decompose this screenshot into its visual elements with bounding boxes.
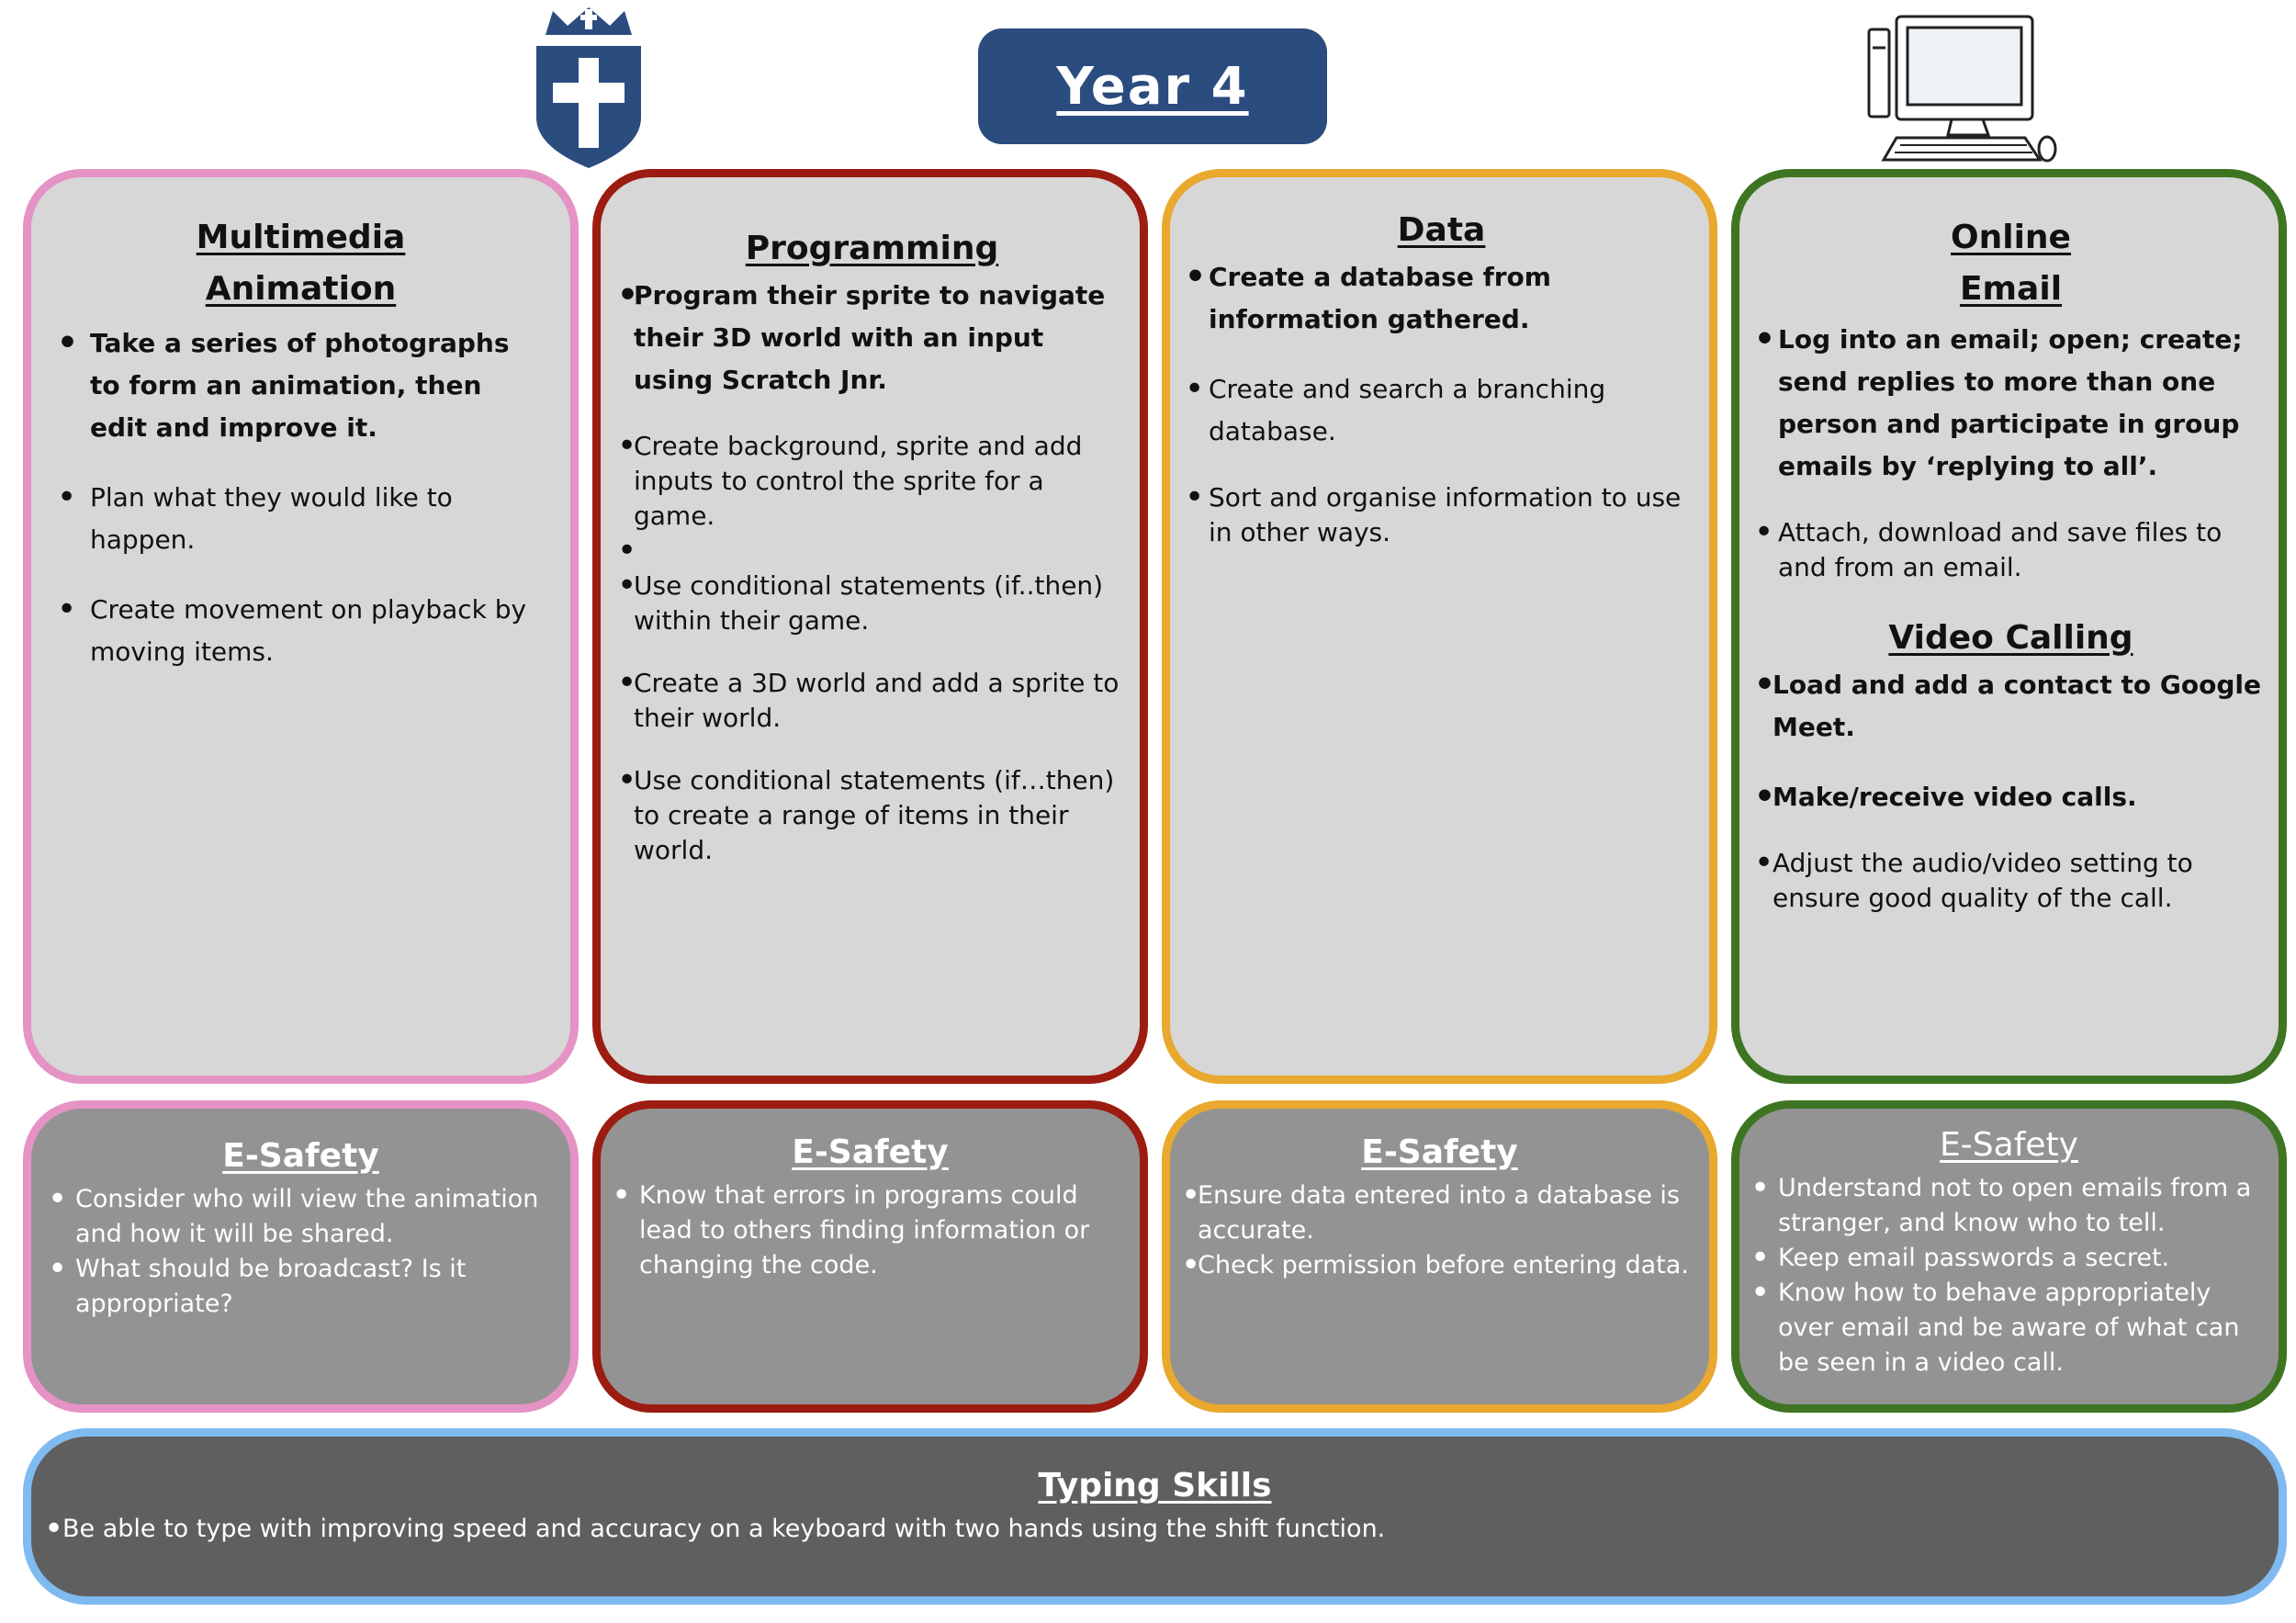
list-item: • Consider who will view the animation and how it will be shared. xyxy=(48,1182,554,1252)
esafety-panel-programming xyxy=(592,1100,1148,1413)
list-item: • Take a series of photographs to form an animation, then edit and improve it. xyxy=(57,322,545,449)
list-item: • Create a database from information gathered. xyxy=(1185,256,1698,341)
esafety-panel-multimedia xyxy=(23,1100,579,1413)
programming-list xyxy=(617,275,1127,868)
online-panel xyxy=(1731,169,2287,1084)
list-item xyxy=(617,534,1127,569)
esafety-list xyxy=(48,1182,554,1322)
typing-skills-list xyxy=(44,1512,2266,1547)
multimedia-panel xyxy=(23,169,579,1084)
list-item: • What should be broadcast? Is it appropriate? xyxy=(48,1252,554,1322)
list-item: • Check permission before entering data. xyxy=(1181,1248,1698,1283)
esafety-panel-data xyxy=(1162,1100,1717,1413)
typing-skills-panel xyxy=(23,1428,2287,1605)
video-calling-list xyxy=(1754,664,2268,916)
page-title: Year 4 xyxy=(1056,56,1249,117)
esafety-heading: E-Safety xyxy=(792,1133,949,1171)
esafety-heading: E-Safety xyxy=(1361,1133,1518,1171)
multimedia-heading: Multimedia xyxy=(196,219,406,256)
list-item: • Ensure data entered into a database is accurate. xyxy=(1181,1178,1698,1248)
typing-skills-heading: Typing Skills xyxy=(1038,1467,1272,1505)
list-item: • Be able to type with improving speed and accuracy on a keyboard with two hands using the shift function. xyxy=(44,1512,2266,1547)
esafety-list xyxy=(1750,1171,2268,1381)
esafety-heading: E-Safety xyxy=(1940,1126,2078,1164)
email-heading: Email xyxy=(1959,270,2063,308)
list-item: • Load and add a contact to Google Meet. xyxy=(1754,664,2268,749)
list-item: • Use conditional statements (if..then) within their game. xyxy=(617,569,1127,638)
data-list xyxy=(1185,256,1698,550)
multimedia-list xyxy=(57,322,545,673)
esafety-panel-online xyxy=(1731,1100,2287,1413)
computer-icon xyxy=(1860,11,2057,165)
list-item: • Attach, download and save files to and from an email. xyxy=(1754,515,2268,585)
email-list xyxy=(1754,319,2268,585)
list-item: • Log into an email; open; create; send replies to more than one person and participate in group emails by ‘replying to all’. xyxy=(1754,319,2268,488)
list-item: • Know how to behave appropriately over email and be aware of what can be seen in a video call. xyxy=(1750,1276,2268,1381)
esafety-list xyxy=(612,1178,1129,1283)
school-crest-icon xyxy=(533,7,645,168)
list-item: • Plan what they would like to happen. xyxy=(57,477,545,561)
list-item: • Make/receive video calls. xyxy=(1754,776,2268,818)
esafety-heading: E-Safety xyxy=(222,1137,379,1175)
list-item: • Keep email passwords a secret. xyxy=(1750,1241,2268,1276)
list-item: • Know that errors in programs could lead to others finding information or changing the code. xyxy=(612,1178,1129,1283)
list-item: • Use conditional statements (if…then) to create a range of items in their world. xyxy=(617,763,1127,868)
list-item: • Create movement on playback by moving items. xyxy=(57,589,545,673)
list-item: • Adjust the audio/video setting to ensure good quality of the call. xyxy=(1754,846,2268,916)
animation-heading: Animation xyxy=(205,270,397,308)
esafety-list xyxy=(1181,1178,1698,1283)
title-badge xyxy=(978,28,1327,144)
list-item: • Program their sprite to navigate their 3D world with an input using Scratch Jnr. xyxy=(617,275,1127,401)
data-heading: Data xyxy=(1397,211,1486,249)
list-item: • Understand not to open emails from a stranger, and know who to tell. xyxy=(1750,1171,2268,1241)
list-item: • Create background, sprite and add inputs to control the sprite for a game. xyxy=(617,429,1127,534)
online-heading: Online xyxy=(1951,219,2071,256)
list-item: • Create a 3D world and add a sprite to their world. xyxy=(617,666,1127,736)
programming-panel xyxy=(592,169,1148,1084)
programming-heading: Programming xyxy=(745,230,999,267)
data-panel xyxy=(1162,169,1717,1084)
video-calling-heading: Video Calling xyxy=(1888,619,2133,657)
list-item: • Sort and organise information to use in other ways. xyxy=(1185,480,1698,550)
list-item: • Create and search a branching database. xyxy=(1185,368,1698,453)
